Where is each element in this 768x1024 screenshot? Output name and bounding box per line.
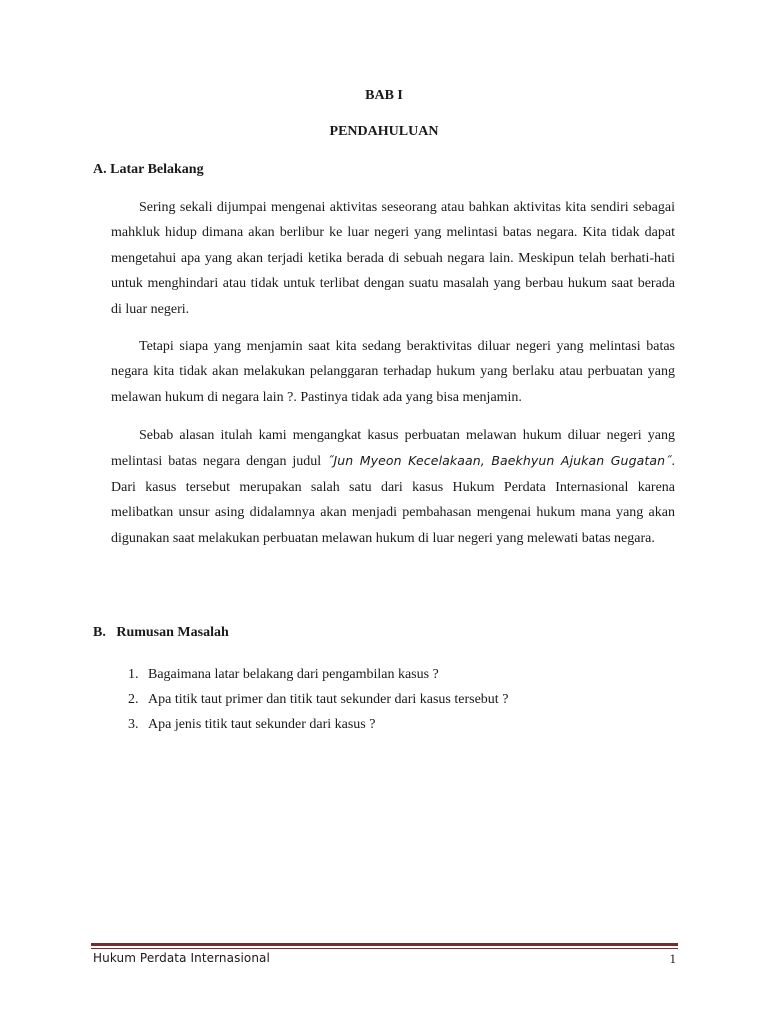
chapter-label: BAB I	[365, 88, 403, 103]
section-b-heading: B. Rumusan Masalah	[93, 625, 229, 640]
list-item-text: Bagaimana latar belakang dari pengambilan kasus ?	[148, 667, 439, 682]
list-item-number: 3.	[128, 717, 139, 732]
paragraph-2	[111, 334, 675, 410]
paragraph-3-text-before: Sebab alasan itulah kami mengangkat kasus perbuatan melawan hukum diluar negeri yang melintasi batas negara dengan judul	[111, 428, 675, 470]
page-number: 1	[669, 951, 676, 966]
footer-title: Hukum Perdata Internasional	[93, 951, 270, 965]
chapter-title: PENDAHULUAN	[329, 124, 439, 139]
paragraph-1-text: Sering sekali dijumpai mengenai aktivitas seseorang atau bahkan aktivitas kita sendiri sebagai mahkluk hidup dimana akan berlibur ke luar negeri yang melintasi batas negara. Kita tidak dapat mengetahui apa yang akan terjadi ketika berada di sebuah negara lain. Meskipun telah berhati-hati untuk menghindari atau tidak untuk terlibat dengan suatu masalah yang berbau hukum saat berada di luar negeri.	[111, 200, 675, 317]
paragraph-3-text-after: . Dari kasus tersebut merupakan salah satu dari kasus Hukum Perdata Internasional karena melibatkan unsur asing didalamnya akan menjadi pembahasan mengenai hukum mana yang akan digunakan saat melakukan perbuatan melawan hukum di luar negeri yang melewati batas negara.	[111, 454, 675, 546]
section-a-heading: A. Latar Belakang	[93, 162, 204, 177]
list-item	[128, 716, 508, 741]
list-item-text: Apa titik taut primer dan titik taut sekunder dari kasus tersebut ?	[148, 692, 509, 707]
case-title: ˝Jun Myeon Kecelakaan, Baekhyun Ajukan Gugatan˝	[327, 453, 672, 469]
question-list	[128, 666, 508, 741]
list-item-number: 1.	[128, 667, 139, 682]
footer-rule-thin	[91, 948, 678, 949]
list-item	[128, 691, 508, 716]
paragraph-1	[111, 195, 675, 322]
footer-rule	[91, 943, 678, 946]
list-item	[128, 666, 508, 691]
list-item-number: 2.	[128, 692, 139, 707]
list-item-text: Apa jenis titik taut sekunder dari kasus ?	[148, 717, 376, 732]
paragraph-3	[111, 423, 675, 551]
paragraph-2-text: Tetapi siapa yang menjamin saat kita sedang beraktivitas diluar negeri yang melintasi batas negara kita tidak akan melakukan pelanggaran terhadap hukum yang berlaku atau perbuatan yang melawan hukum di negara lain ?. Pastinya tidak ada yang bisa menjamin.	[111, 339, 675, 405]
